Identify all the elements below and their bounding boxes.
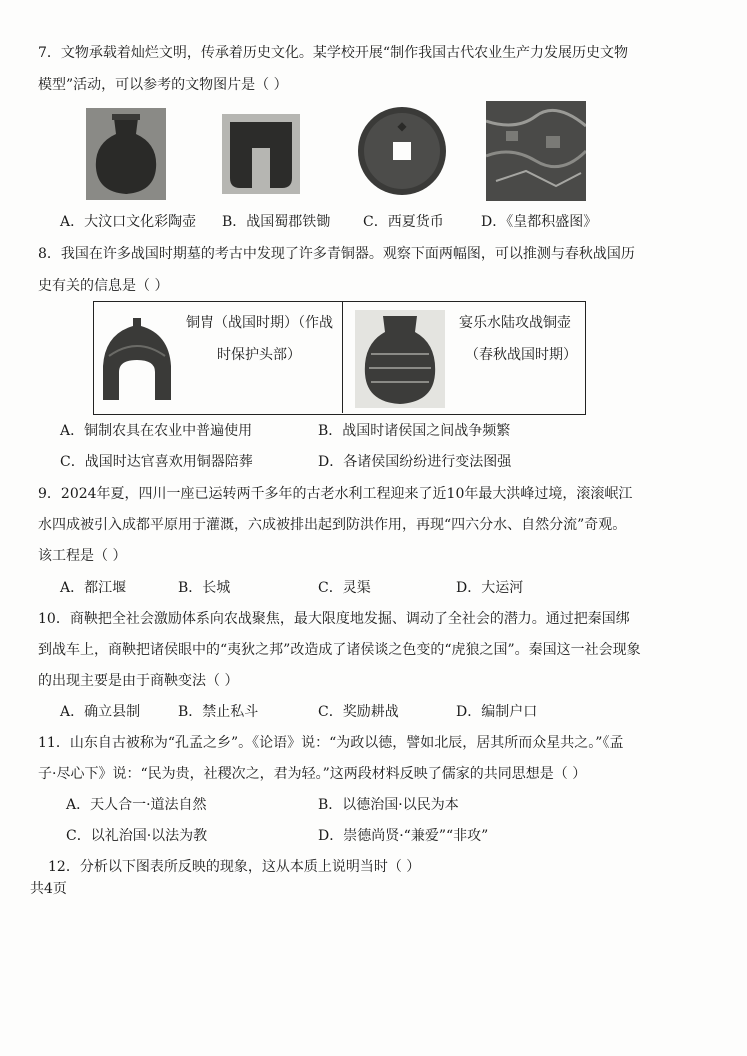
q10-stem-line1: 10．商鞅把全社会激励体系向农战聚焦，最大限度地发掘、调动了全社会的潜力。通过把秦国绑 bbox=[38, 611, 630, 627]
q11-option-b: B．以德治国·以民为本 bbox=[318, 797, 459, 813]
bronze-pot-image bbox=[355, 310, 445, 408]
q9-option-a: A．都江堰 bbox=[60, 580, 127, 596]
western-xia-coin-image bbox=[356, 104, 448, 198]
q9-stem-line1: 9．2024年夏，四川一座已运转两千多年的古老水利工程迎来了近10年最大洪峰过境，滚滚岷江 bbox=[38, 486, 633, 502]
bronze-helmet-image bbox=[99, 316, 175, 402]
q11-stem-line1: 11．山东自古被称为“孔孟之乡”。《论语》说：“为政以德，譬如北辰，居其所而众星共之。”《孟 bbox=[38, 735, 624, 751]
q11-option-d: D．崇德尚贤·“兼爱”“非攻” bbox=[318, 828, 489, 844]
svg-text:◆: ◆ bbox=[397, 119, 407, 133]
q8-option-a: A．铜制农具在农业中普遍使用 bbox=[60, 423, 253, 439]
q7-option-b: B．战国蜀郡铁锄 bbox=[222, 214, 331, 230]
painted-pottery-pot-image bbox=[86, 108, 166, 200]
iron-hoe-image bbox=[222, 114, 300, 194]
q12-stem-line1: 12．分析以下图表所反映的现象，这从本质上说明当时（ ） bbox=[48, 859, 421, 875]
q9-option-d: D．大运河 bbox=[456, 580, 524, 596]
q7-option-a: A．大汶口文化彩陶壶 bbox=[60, 214, 197, 230]
q10-option-b: B．禁止私斗 bbox=[178, 704, 259, 720]
q10-option-a: A．确立县制 bbox=[60, 704, 141, 720]
q7-option-c: C．西夏货币 bbox=[363, 214, 444, 230]
q8-left-caption-line1: 铜胄（战国时期）（作战 bbox=[186, 315, 333, 331]
q10-stem-line2: 到战车上，商鞅把诸侯眼中的“夷狄之邦”改造成了诸侯谈之色变的“虎狼之国”。秦国这一社会现象 bbox=[38, 642, 641, 658]
q8-figure-divider bbox=[342, 301, 343, 413]
q7-stem-line2: 模型”活动，可以参考的文物图片是（ ） bbox=[38, 77, 288, 93]
q10-option-c: C．奖励耕战 bbox=[318, 704, 399, 720]
q8-option-c: C．战国时达官喜欢用铜器陪葬 bbox=[60, 454, 253, 470]
q11-option-c: C．以礼治国·以法为教 bbox=[66, 828, 208, 844]
q9-stem-line2: 水四成被引入成都平原用于灌溉，六成被排出起到防洪作用，再现“四六分水、自然分流”奇观。 bbox=[38, 517, 627, 533]
q10-option-d: D．编制户口 bbox=[456, 704, 538, 720]
q11-option-a: A．天人合一·道法自然 bbox=[66, 797, 207, 813]
q10-stem-line3: 的出现主要是由于商鞅变法（ ） bbox=[38, 673, 239, 689]
q9-option-c: C．灵渠 bbox=[318, 580, 371, 596]
imperial-capital-painting-image bbox=[486, 101, 586, 201]
q9-option-b: B．长城 bbox=[178, 580, 231, 596]
q8-left-caption-line2: 时保护头部） bbox=[217, 347, 301, 363]
q7-stem-line1: 7．文物承载着灿烂文明，传承着历史文化。某学校开展“制作我国古代农业生产力发展历史文物 bbox=[38, 45, 629, 61]
q7-option-d: D．《皇都积盛图》 bbox=[481, 214, 598, 230]
page-total-footer: 共4页 bbox=[30, 881, 67, 897]
q8-right-caption-line2: （春秋战国时期） bbox=[465, 347, 577, 363]
q11-stem-line2: 子·尽心下》说：“民为贵，社稷次之，君为轻。”这两段材料反映了儒家的共同思想是（ ） bbox=[38, 766, 587, 782]
q8-option-d: D．各诸侯国纷纷进行变法图强 bbox=[318, 454, 512, 470]
q8-stem-line2: 史有关的信息是（ ） bbox=[38, 278, 169, 294]
q8-stem-line1: 8．我国在许多战国时期墓的考古中发现了许多青铜器。观察下面两幅图，可以推测与春秋战国历 bbox=[38, 246, 635, 262]
q8-right-caption-line1: 宴乐水陆攻战铜壶 bbox=[459, 315, 571, 331]
q9-stem-line3: 该工程是（ ） bbox=[38, 548, 127, 564]
q8-option-b: B．战国时诸侯国之间战争频繁 bbox=[318, 423, 511, 439]
